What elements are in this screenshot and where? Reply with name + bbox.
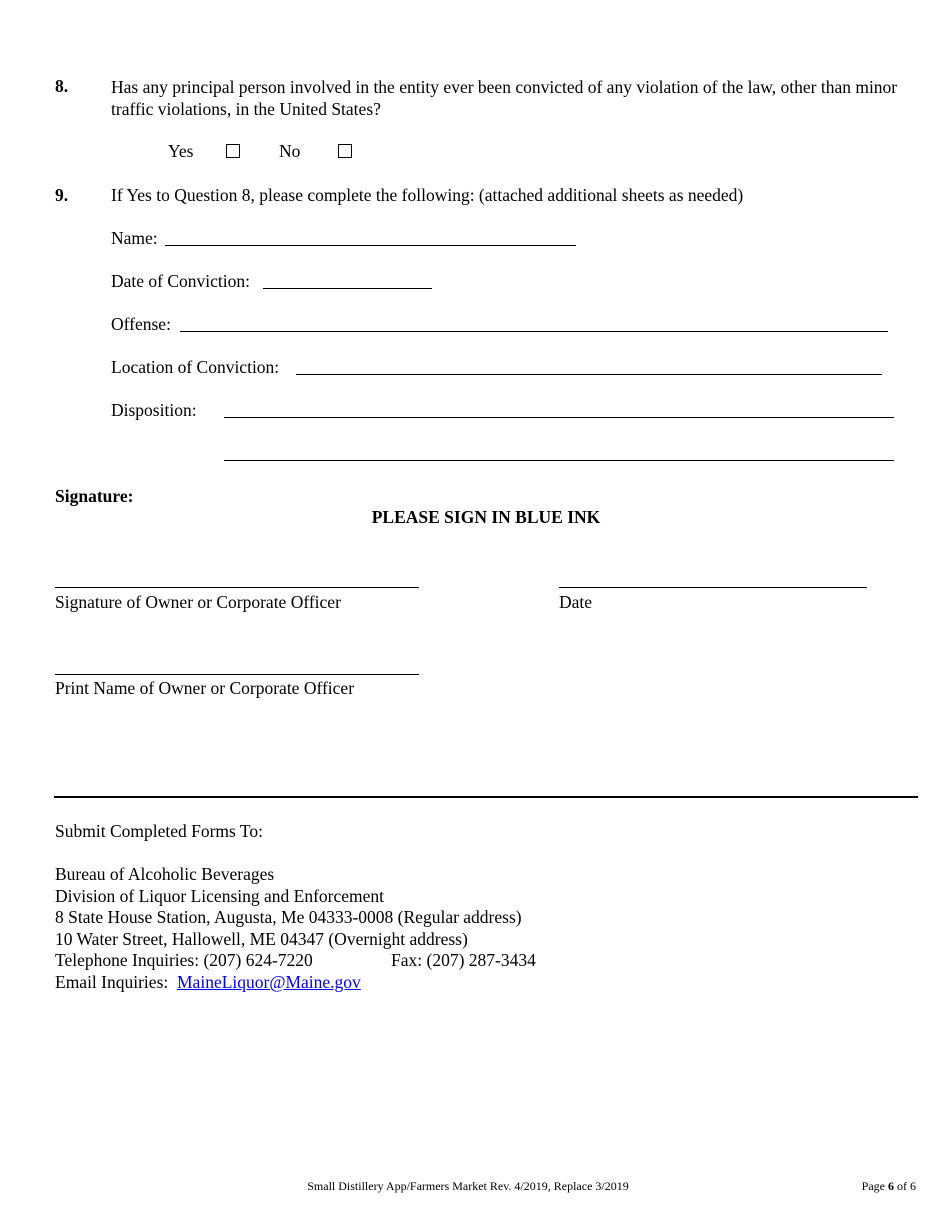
- signature-date-label: Date: [559, 592, 593, 612]
- overnight-address: 10 Water Street, Hallowell, ME 04347 (Overnight address): [55, 929, 468, 949]
- page-current: 6: [888, 1179, 894, 1193]
- location-of-conviction-label: Location of Conviction:: [111, 357, 280, 377]
- no-checkbox[interactable]: [338, 144, 352, 158]
- page-number: [862, 1179, 916, 1194]
- disposition-field-line-2[interactable]: [224, 460, 894, 461]
- name-label: Name:: [111, 228, 158, 248]
- page-prefix: Page: [861, 1179, 885, 1193]
- page-of: of 6: [897, 1179, 916, 1193]
- yes-checkbox[interactable]: [226, 144, 240, 158]
- email-label: Email Inquiries:: [55, 972, 169, 992]
- email-inquiries: [55, 972, 361, 993]
- email-link[interactable]: MaineLiquor@Maine.gov: [177, 972, 361, 992]
- date-of-conviction-label: Date of Conviction:: [111, 271, 251, 291]
- name-field[interactable]: [165, 245, 576, 246]
- question-8-text: Has any principal person involved in the entity ever been convicted of any violation of the law, other than minor traffic violations, in the United States?: [111, 77, 898, 119]
- location-of-conviction-field[interactable]: [296, 374, 882, 375]
- signature-date-field[interactable]: [559, 587, 867, 588]
- regular-address: 8 State House Station, Augusta, Me 04333-0008 (Regular address): [55, 907, 522, 927]
- fax-number: Fax: (207) 287-3434: [391, 950, 536, 970]
- offense-label: Offense:: [111, 314, 171, 334]
- owner-signature-field[interactable]: [55, 587, 419, 588]
- bureau-name: Bureau of Alcoholic Beverages: [55, 864, 275, 884]
- date-of-conviction-field[interactable]: [263, 288, 432, 289]
- offense-field[interactable]: [180, 331, 888, 332]
- no-label: No: [279, 141, 301, 161]
- yes-label: Yes: [168, 141, 194, 161]
- form-revision-footer: Small Distillery App/Farmers Market Rev. 4/2019, Replace 3/2019: [307, 1179, 629, 1193]
- signature-heading: Signature:: [55, 486, 134, 506]
- section-divider: [54, 796, 918, 798]
- question-9-number: 9.: [55, 185, 69, 205]
- question-9-text: If Yes to Question 8, please complete the following: (attached additional sheets as needed): [111, 185, 744, 205]
- division-name: Division of Liquor Licensing and Enforcement: [55, 886, 385, 906]
- telephone-inquiries: Telephone Inquiries: (207) 624-7220: [55, 950, 313, 970]
- print-name-field[interactable]: [55, 674, 419, 675]
- owner-signature-label: Signature of Owner or Corporate Officer: [55, 592, 341, 612]
- disposition-label: Disposition:: [111, 400, 197, 420]
- submit-heading: Submit Completed Forms To:: [55, 821, 263, 841]
- disposition-field-line-1[interactable]: [224, 417, 894, 418]
- sign-in-blue-ink-instruction: PLEASE SIGN IN BLUE INK: [371, 507, 601, 527]
- print-name-label: Print Name of Owner or Corporate Officer: [55, 678, 355, 698]
- question-8-number: 8.: [55, 76, 69, 96]
